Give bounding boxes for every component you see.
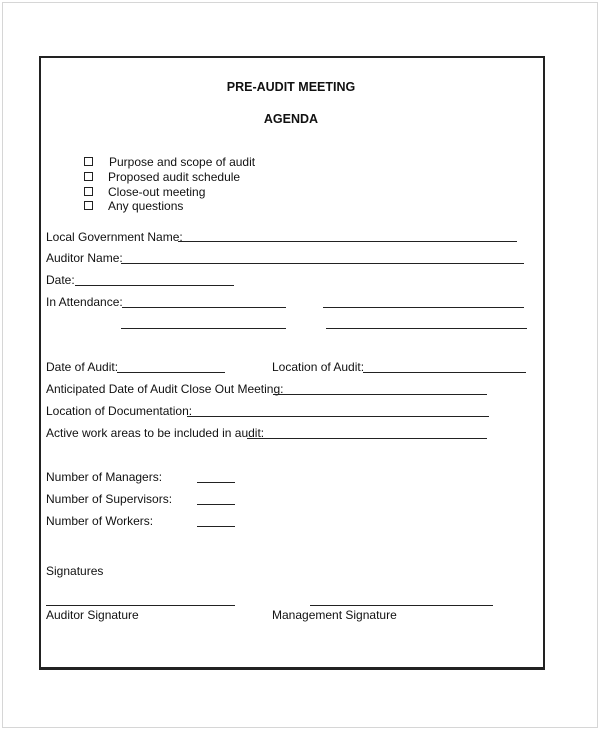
management-signature-field[interactable] <box>310 605 493 606</box>
number-of-workers-label: Number of Workers: <box>46 514 154 528</box>
location-of-documentation-field[interactable] <box>187 416 489 417</box>
auditor-name-field[interactable] <box>121 263 524 264</box>
in-attendance-label: In Attendance: <box>46 295 123 309</box>
auditor-signature-label: Auditor Signature <box>46 608 139 622</box>
agenda-item: Any questions <box>108 199 184 213</box>
agenda-checkbox[interactable] <box>84 201 93 210</box>
date-of-audit-field[interactable] <box>117 372 225 373</box>
date-of-audit-label: Date of Audit: <box>46 360 119 374</box>
agenda-heading: AGENDA <box>263 112 319 126</box>
location-of-audit-label: Location of Audit: <box>272 360 365 374</box>
location-of-documentation-label: Location of Documentation: <box>46 404 193 418</box>
attendee-field[interactable] <box>122 307 286 308</box>
number-of-supervisors-label: Number of Supervisors: <box>46 492 173 506</box>
attendee-field[interactable] <box>121 328 286 329</box>
agenda-item: Close-out meeting <box>108 185 206 199</box>
location-of-audit-field[interactable] <box>363 372 526 373</box>
anticipated-close-out-label: Anticipated Date of Audit Close Out Meeting: <box>46 382 284 396</box>
active-work-areas-field[interactable] <box>247 438 487 439</box>
attendee-field[interactable] <box>323 307 524 308</box>
active-work-areas-label: Active work areas to be included in audit: <box>46 426 265 440</box>
date-label: Date: <box>46 273 75 287</box>
number-of-managers-field[interactable] <box>197 482 235 483</box>
auditor-name-label: Auditor Name: <box>46 251 123 265</box>
local-government-name-field[interactable] <box>178 241 517 242</box>
auditor-signature-field[interactable] <box>46 605 235 606</box>
signatures-heading: Signatures <box>46 564 104 578</box>
agenda-checkbox[interactable] <box>84 157 93 166</box>
number-of-workers-field[interactable] <box>197 526 235 527</box>
agenda-checkbox[interactable] <box>84 172 93 181</box>
agenda-item: Purpose and scope of audit <box>109 155 256 169</box>
attendee-field[interactable] <box>326 328 527 329</box>
management-signature-label: Management Signature <box>272 608 397 622</box>
agenda-checkbox[interactable] <box>84 187 93 196</box>
agenda-item: Proposed audit schedule <box>108 170 241 184</box>
date-field[interactable] <box>75 285 234 286</box>
form-title: PRE-AUDIT MEETING <box>226 80 356 94</box>
number-of-supervisors-field[interactable] <box>197 504 235 505</box>
anticipated-close-out-field[interactable] <box>273 394 487 395</box>
number-of-managers-label: Number of Managers: <box>46 470 163 484</box>
local-government-name-label: Local Government Name: <box>46 230 183 244</box>
